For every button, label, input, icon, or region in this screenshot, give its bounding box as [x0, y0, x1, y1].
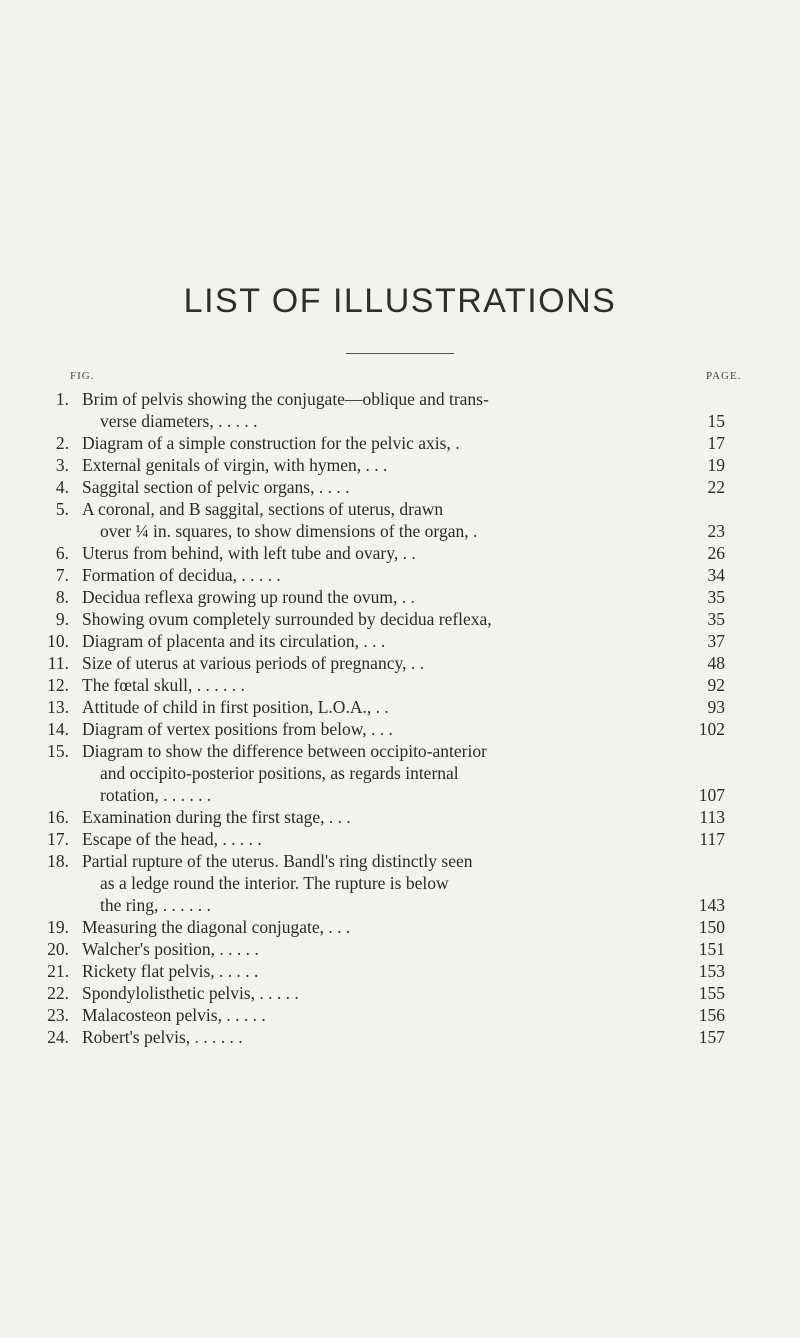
figure-caption: [82, 916, 665, 938]
caption-line: Malacosteon pelvis, . . . . .: [82, 1005, 266, 1025]
figure-number: 7.: [55, 565, 69, 585]
figure-number: 13.: [47, 697, 69, 717]
list-item: [0, 938, 800, 960]
page-number: 35: [707, 587, 725, 607]
caption-line: External genitals of virgin, with hymen, . . .: [82, 455, 388, 475]
caption-line: Diagram of vertex positions from below, . . .: [82, 719, 393, 739]
figure-number: 3.: [55, 455, 69, 475]
fig-column-header: FIG.: [70, 370, 95, 382]
caption-line: A coronal, and B saggital, sections of uterus, drawn: [82, 499, 444, 519]
page-number: 153: [698, 961, 725, 981]
list-item: [0, 608, 800, 630]
list-item: [0, 674, 800, 696]
list-item: [0, 806, 800, 828]
caption-line: over ¼ in. squares, to show dimensions of the organ, .: [100, 521, 478, 541]
page-number: 22: [707, 477, 725, 497]
figure-number: 12.: [47, 675, 69, 695]
list-item: [0, 1004, 800, 1026]
page-number: 107: [698, 785, 725, 805]
page-number: 92: [707, 675, 725, 695]
figure-caption: [82, 806, 665, 828]
page-number: 151: [698, 939, 725, 959]
caption-line: Measuring the diagonal conjugate, . . .: [82, 917, 351, 937]
page-number: 93: [707, 697, 725, 717]
figure-number: 2.: [55, 433, 69, 453]
list-item: [0, 542, 800, 564]
figure-number: 16.: [47, 807, 69, 827]
figure-number: 5.: [55, 499, 69, 519]
list-item: [0, 498, 800, 542]
figure-caption: [82, 674, 665, 696]
figure-number: 6.: [55, 543, 69, 563]
caption-line: Diagram of placenta and its circulation, . . .: [82, 631, 386, 651]
list-item: [0, 960, 800, 982]
page-number: 156: [698, 1005, 725, 1025]
caption-line: Diagram of a simple construction for the pelvic axis, .: [82, 433, 460, 453]
figure-caption: [82, 586, 665, 608]
caption-line: the ring, . . . . . .: [100, 895, 211, 915]
illustrations-list: [0, 388, 800, 1048]
page-number: 150: [698, 917, 725, 937]
caption-line: Rickety flat pelvis, . . . . .: [82, 961, 259, 981]
caption-line: and occipito-posterior positions, as regards internal: [100, 763, 459, 783]
list-item: [0, 454, 800, 476]
list-item: [0, 718, 800, 740]
caption-line: Examination during the first stage, . . .: [82, 807, 351, 827]
figure-number: 18.: [47, 851, 69, 871]
list-item: [0, 586, 800, 608]
list-item: [0, 696, 800, 718]
caption-line: Uterus from behind, with left tube and ovary, . .: [82, 543, 416, 563]
caption-line: rotation, . . . . . .: [100, 785, 212, 805]
page-number: 15: [707, 411, 725, 431]
figure-caption: [82, 718, 665, 740]
list-item: [0, 1026, 800, 1048]
figure-number: 24.: [47, 1027, 69, 1047]
figure-caption: [82, 608, 665, 630]
caption-line: Partial rupture of the uterus. Bandl's ring distinctly seen: [82, 851, 473, 871]
page-number: 157: [698, 1027, 725, 1047]
page-number: 34: [707, 565, 725, 585]
list-item: [0, 476, 800, 498]
page-number: 48: [707, 653, 725, 673]
page-number: 113: [699, 807, 725, 827]
caption-line: Size of uterus at various periods of pregnancy, . .: [82, 653, 424, 673]
figure-number: 17.: [47, 829, 69, 849]
figure-caption: [82, 982, 665, 1004]
caption-line: The fœtal skull, . . . . . .: [82, 675, 245, 695]
caption-line: Robert's pelvis, . . . . . .: [82, 1027, 243, 1047]
list-item: [0, 652, 800, 674]
figure-caption: [82, 564, 665, 586]
page-title: LIST OF ILLUSTRATIONS: [183, 282, 617, 320]
figure-number: 8.: [55, 587, 69, 607]
caption-line: Brim of pelvis showing the conjugate—oblique and trans-: [82, 389, 489, 409]
figure-number: 20.: [47, 939, 69, 959]
list-item: [0, 564, 800, 586]
page-number: 19: [707, 455, 725, 475]
figure-number: 15.: [47, 741, 69, 761]
list-item: [0, 850, 800, 916]
figure-number: 4.: [55, 477, 69, 497]
list-item: [0, 828, 800, 850]
figure-number: 9.: [55, 609, 69, 629]
figure-number: 14.: [47, 719, 69, 739]
caption-line: Escape of the head, . . . . .: [82, 829, 262, 849]
figure-number: 21.: [47, 961, 69, 981]
page-number: 17: [707, 433, 725, 453]
list-item: [0, 432, 800, 454]
page-number: 23: [707, 521, 725, 541]
list-item: [0, 982, 800, 1004]
figure-caption: [82, 476, 665, 498]
page-number: 117: [699, 829, 725, 849]
page-number: 35: [707, 609, 725, 629]
figure-caption: [82, 542, 665, 564]
page-number: 26: [707, 543, 725, 563]
page-column-header: PAGE.: [706, 370, 742, 382]
figure-number: 11.: [47, 653, 69, 673]
caption-line: as a ledge round the interior. The rupture is below: [100, 873, 449, 893]
figure-caption: [82, 630, 665, 652]
figure-number: 19.: [47, 917, 69, 937]
figure-number: 22.: [47, 983, 69, 1003]
figure-caption: [82, 454, 665, 476]
figure-caption: [82, 938, 665, 960]
figure-number: 10.: [47, 631, 69, 651]
figure-number: 1.: [55, 389, 69, 409]
figure-caption: [82, 388, 665, 432]
caption-line: verse diameters, . . . . .: [100, 411, 258, 431]
figure-caption: [82, 828, 665, 850]
list-item: [0, 388, 800, 432]
caption-line: Saggital section of pelvic organs, . . . .: [82, 477, 350, 497]
figure-caption: [82, 652, 665, 674]
title-rule: [346, 353, 454, 354]
figure-caption: [82, 740, 665, 806]
figure-caption: [82, 498, 665, 542]
figure-caption: [82, 1004, 665, 1026]
caption-line: Formation of decidua, . . . . .: [82, 565, 281, 585]
list-item: [0, 916, 800, 938]
page-number: 102: [698, 719, 725, 739]
list-item: [0, 630, 800, 652]
figure-caption: [82, 960, 665, 982]
caption-line: Diagram to show the difference between occipito-anterior: [82, 741, 487, 761]
figure-caption: [82, 1026, 665, 1048]
figure-number: 23.: [47, 1005, 69, 1025]
list-item: [0, 740, 800, 806]
caption-line: Attitude of child in first position, L.O.A., . .: [82, 697, 389, 717]
page-number: 155: [698, 983, 725, 1003]
caption-line: Spondylolisthetic pelvis, . . . . .: [82, 983, 299, 1003]
figure-caption: [82, 696, 665, 718]
caption-line: Showing ovum completely surrounded by decidua reflexa,: [82, 609, 492, 629]
caption-line: Decidua reflexa growing up round the ovum, . .: [82, 587, 415, 607]
figure-caption: [82, 850, 665, 916]
page-number: 143: [698, 895, 725, 915]
caption-line: Walcher's position, . . . . .: [82, 939, 259, 959]
figure-caption: [82, 432, 665, 454]
page-number: 37: [707, 631, 725, 651]
